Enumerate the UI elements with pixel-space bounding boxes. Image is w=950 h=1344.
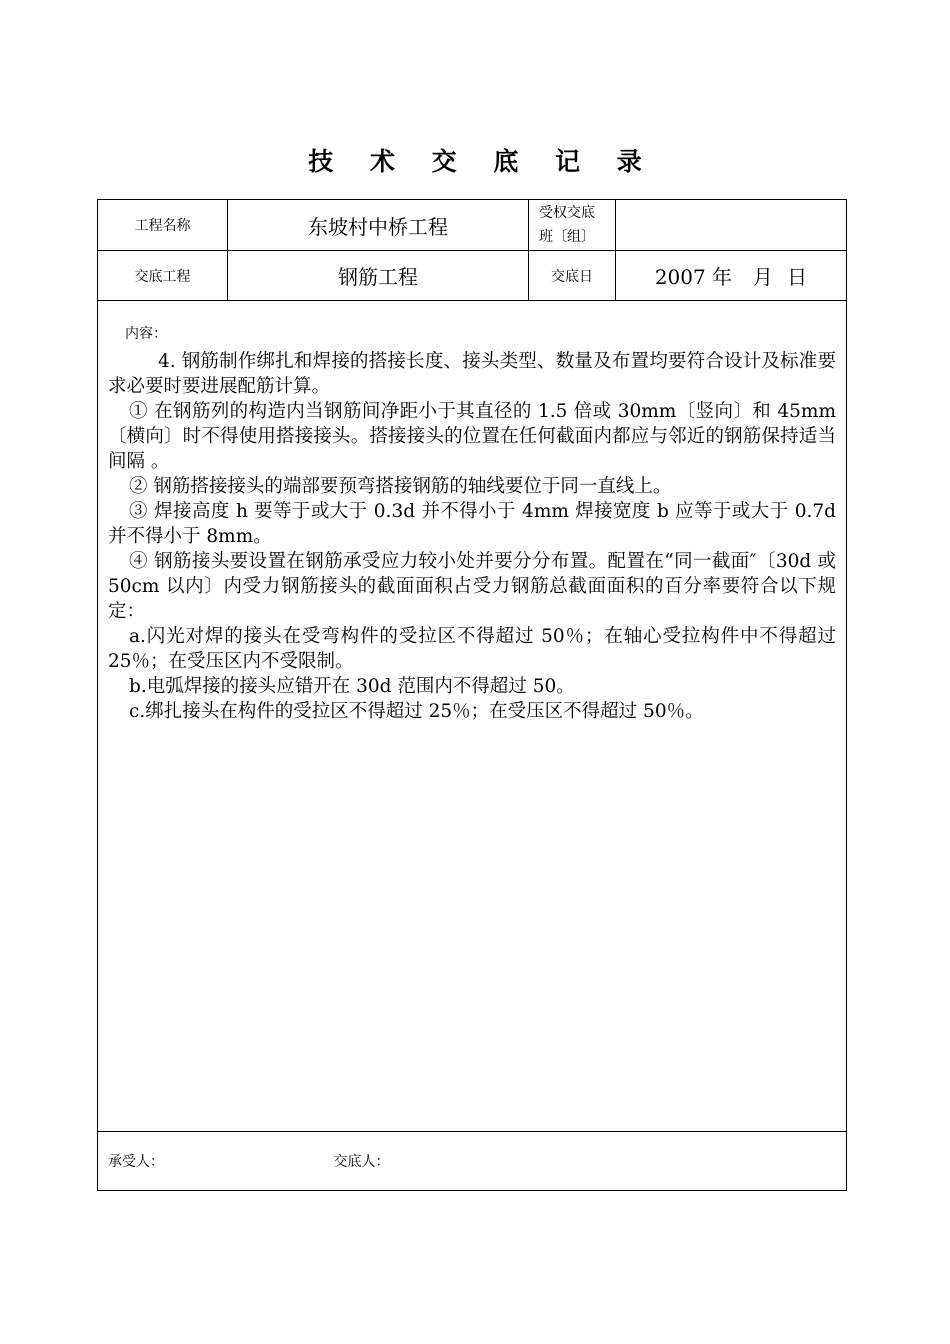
record-table [97, 199, 847, 1191]
item-label: 交底工程 [98, 251, 228, 301]
signature-cell [98, 1132, 847, 1191]
page-title: 技 术 交 底 记 录 [308, 147, 656, 176]
team-label-line2: 班〔组〕 [539, 229, 595, 245]
team-label-line1: 受权交底 [539, 205, 595, 221]
date-day: 日 [787, 265, 808, 289]
team-label [529, 200, 616, 251]
row-signatures [98, 1132, 847, 1191]
content-cell [98, 301, 847, 1132]
content-paragraph: ② 钢筋搭接接头的端部要预弯搭接钢筋的轴线要位于同一直线上。 [129, 476, 672, 497]
row-content [98, 301, 847, 1132]
receiver-label: 承受人： [108, 1154, 164, 1170]
date-label: 交底日 [529, 251, 616, 301]
row-project [98, 200, 847, 251]
item-value: 钢筋工程 [228, 251, 529, 301]
date-value [616, 251, 847, 301]
date-month: 月 [752, 265, 773, 289]
content-paragraph: c.绑扎接头在构件的受拉区不得超过 25％；在受压区不得超过 50％。 [129, 701, 704, 722]
content-paragraph: a.闪光对焊的接头在受弯构件的受拉区不得超过 50％；在轴心受拉构件中不得超过 25％；在受压区内不受限制。 [108, 626, 836, 672]
content-paragraph: ③ 焊接高度 h 要等于或大于 0.3d 并不得小于 4mm 焊接宽度 b 应等于或大于 0.7d 并不得小于 8mm。 [108, 501, 836, 547]
content-paragraph: b.电弧焊接的接头应错开在 30d 范围内不得超过 50。 [129, 676, 575, 697]
content-paragraph: ① 在钢筋列的构造内当钢筋间净距小于其直径的 1.5 倍或 30mm〔竖向〕和 45mm〔横向〕时不得使用搭接接头。搭接接头的位置在任何截面内都应与邻近的钢筋保持适当间隔 。 [108, 401, 836, 472]
content-paragraph: 4. 钢筋制作绑扎和焊接的搭接长度、接头类型、数量及布置均要符合设计及标准要求必要时要进展配筋计算。 [108, 351, 836, 397]
project-name-label: 工程名称 [98, 200, 228, 251]
presenter-label: 交底人： [333, 1154, 390, 1170]
project-name-value: 东坡村中桥工程 [228, 200, 529, 251]
content-label: 内容： [125, 326, 167, 342]
content-paragraph: ④ 钢筋接头要设置在钢筋承受应力较小处并要分分布置。配置在“同一截面″〔30d 或 50cm 以内〕内受力钢筋接头的截面面积占受力钢筋总截面面积的百分率要符合以下规定： [108, 551, 836, 622]
date-year: 2007 年 [654, 265, 733, 289]
team-value [616, 200, 847, 251]
row-item [98, 251, 847, 301]
